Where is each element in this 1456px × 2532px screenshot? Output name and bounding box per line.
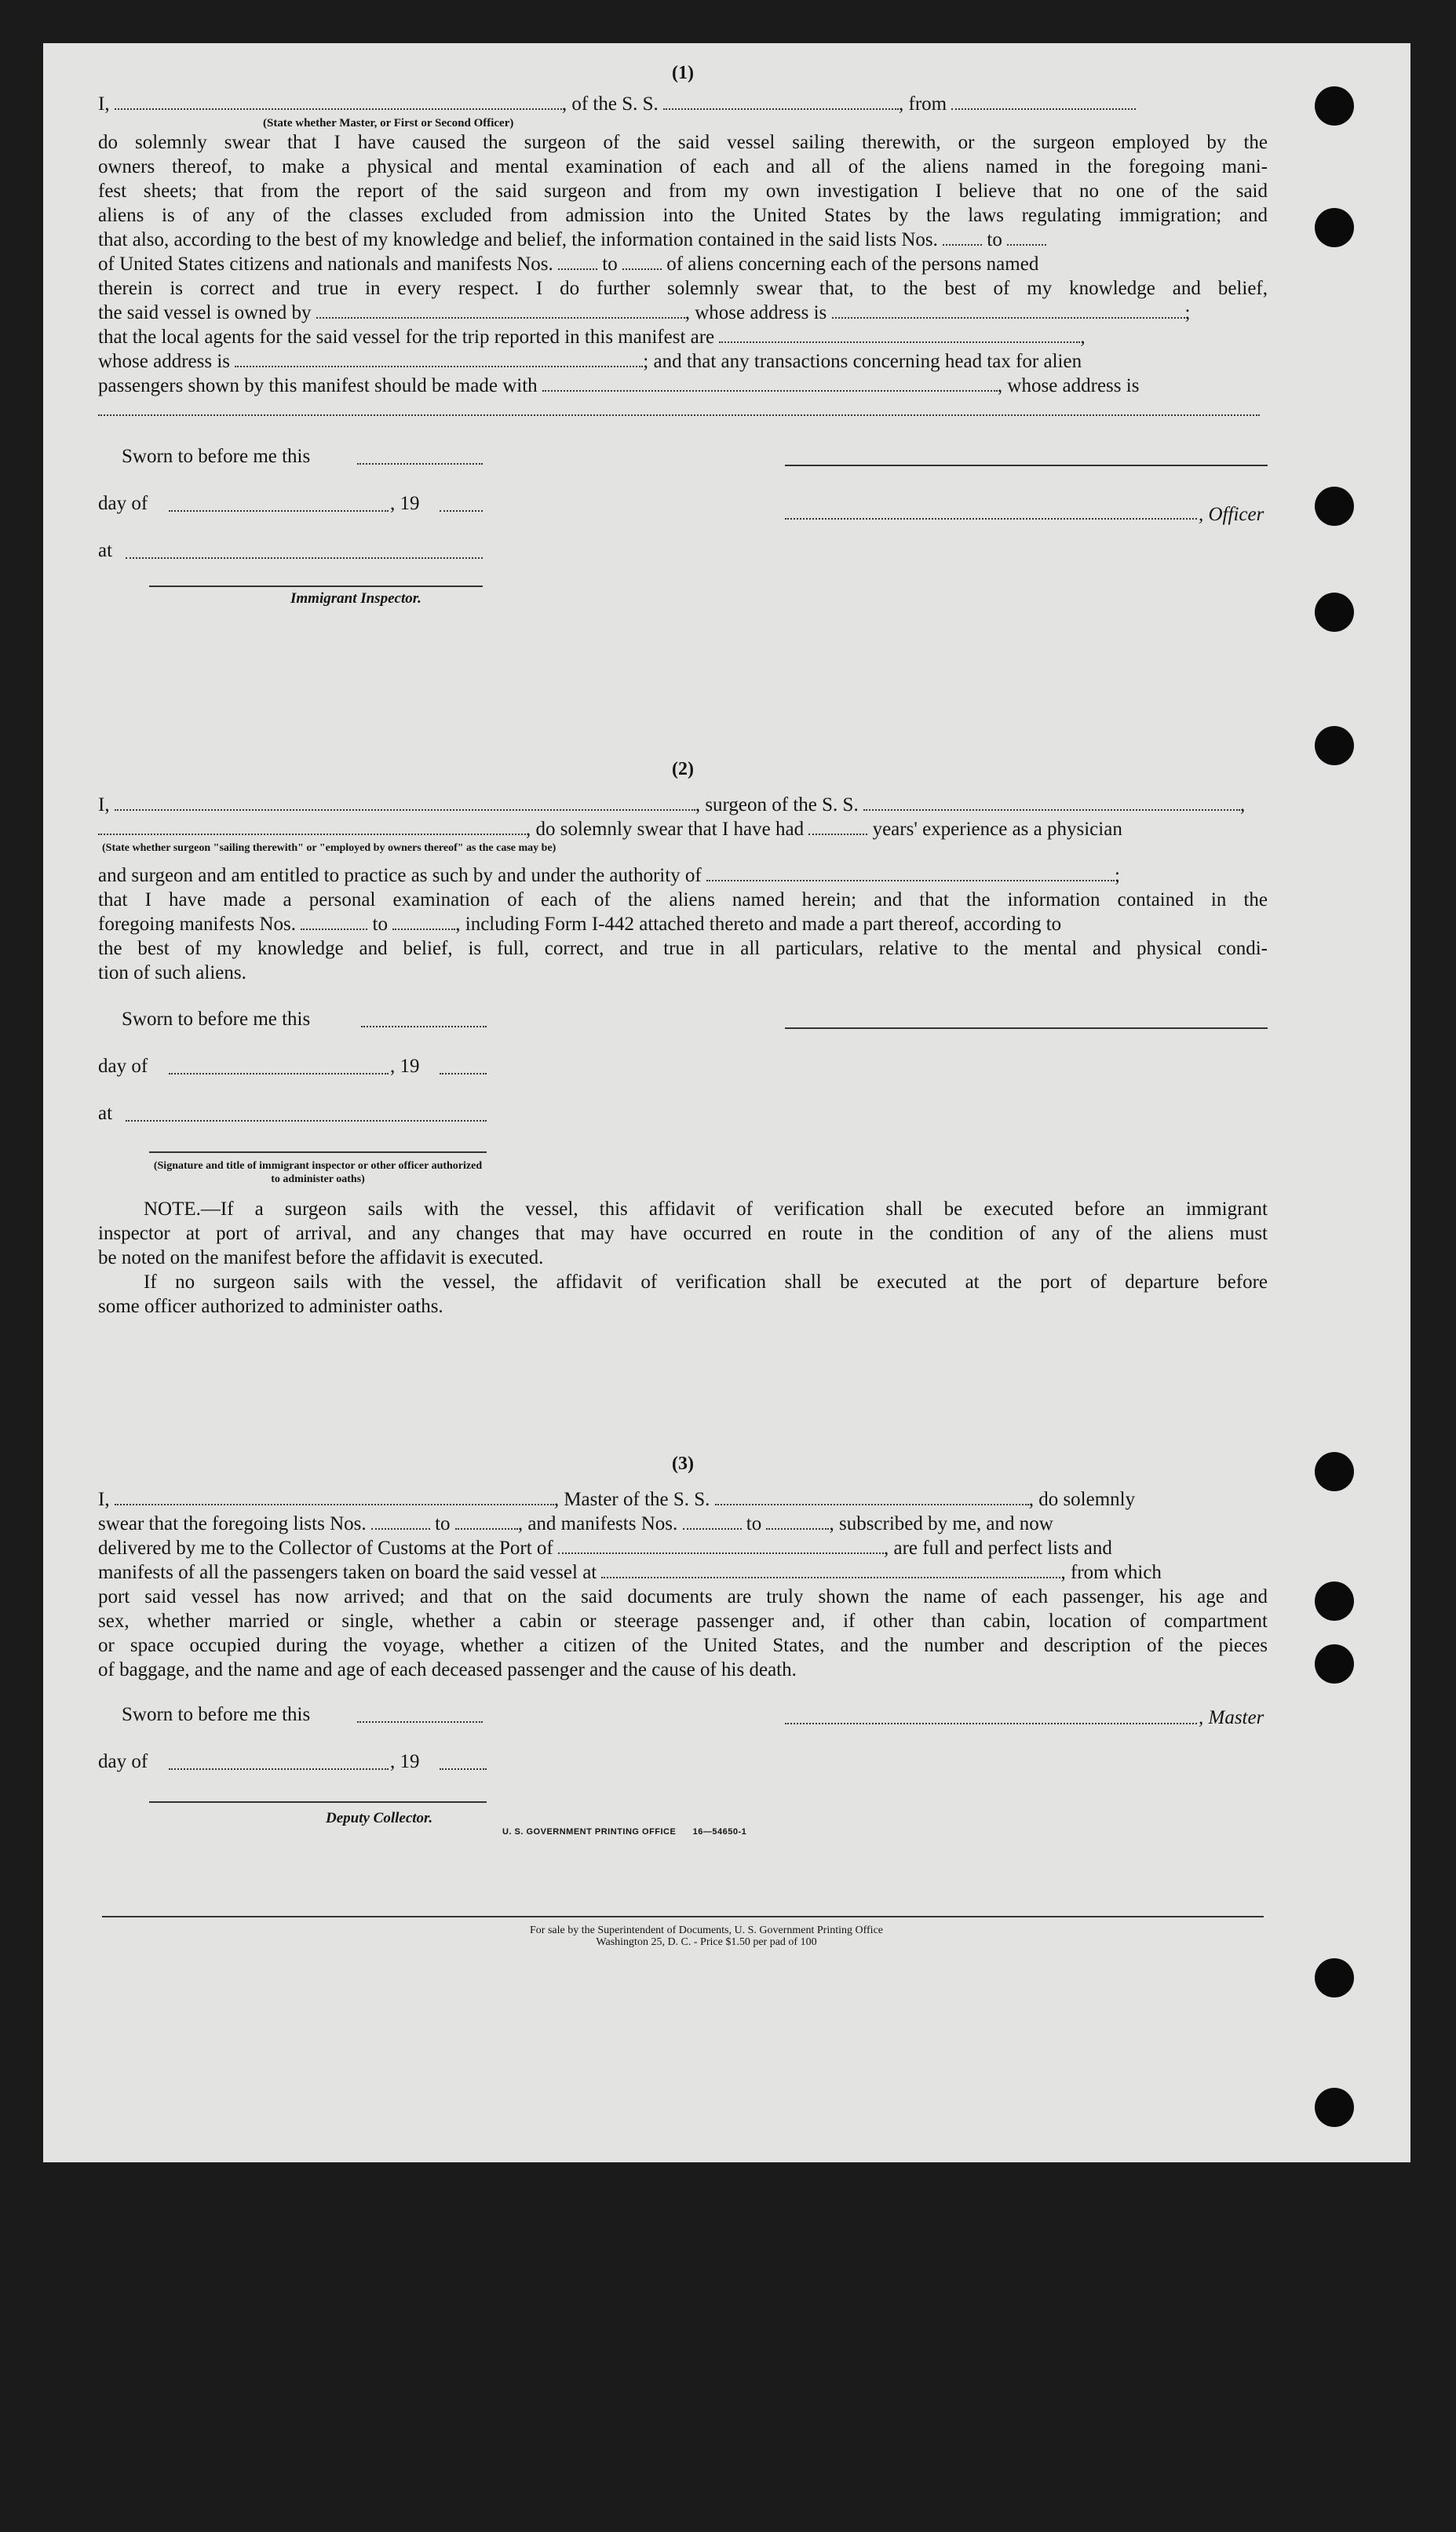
- port-line: delivered by me to the Collector of Customs at the Port of , are full and perfect lists and: [98, 1538, 1112, 1559]
- section-number: (1): [672, 63, 694, 83]
- surgeon-vessel-field[interactable]: [863, 794, 1240, 811]
- sworn-label: Sworn to before me this: [122, 1009, 311, 1030]
- surgeon-status-field[interactable]: [98, 818, 526, 835]
- day-row: [98, 1749, 1268, 1797]
- body-line: sex, whether married or single, whether a cabin or steerage passenger and, if other than cabin, location of compartment: [98, 1611, 1268, 1632]
- owner-line: the said vessel is owned by , whose address is ;: [98, 302, 1191, 323]
- surgeon-name-field[interactable]: [115, 794, 695, 811]
- note: [98, 1197, 1268, 1319]
- year-label: , 19: [390, 493, 420, 514]
- sworn-label: Sworn to before me this: [122, 446, 311, 467]
- year-field[interactable]: [440, 494, 483, 512]
- affidavit-section-1: [98, 61, 1268, 625]
- at-place-field[interactable]: [126, 1104, 487, 1122]
- from-port-field[interactable]: [951, 93, 1136, 110]
- sworn-date-field[interactable]: [357, 1706, 483, 1723]
- body-line: fest sheets; that from the report of the said surgeon and from my own investigation I believe that no one of the said: [98, 181, 1268, 202]
- body-line: owners thereof, to make a physical and mental examination of each and all of the aliens named in the foregoing mani-: [98, 156, 1268, 177]
- day-row: [98, 1054, 1268, 1101]
- master-signature-field[interactable]: [785, 1707, 1197, 1724]
- sworn-date-field[interactable]: [361, 1010, 487, 1027]
- lists-to-field[interactable]: [455, 1512, 518, 1530]
- punch-hole: [1315, 1452, 1354, 1491]
- owner-address-field[interactable]: [832, 301, 1185, 319]
- port-field[interactable]: [558, 1537, 884, 1554]
- section-number: (3): [672, 1454, 694, 1474]
- lists-from-field[interactable]: [943, 228, 982, 246]
- boarding-line: manifests of all the passengers taken on board the said vessel at , from which: [98, 1562, 1162, 1583]
- day-month-field[interactable]: [169, 1057, 389, 1074]
- day-row: [98, 491, 1268, 538]
- master-caption: (State whether Master, or First or Second Officer): [263, 117, 514, 130]
- experience-line: , do solemnly swear that I have had years' experience as a physician: [98, 817, 1268, 841]
- sworn-row: [98, 1007, 1268, 1054]
- lists-line: swear that the foregoing lists Nos. to , and manifests Nos. to , subscribed by me, and now: [98, 1513, 1053, 1534]
- day-month-field[interactable]: [169, 494, 389, 512]
- officer-label: , Officer: [1199, 504, 1264, 525]
- day-of-label: day of: [98, 1056, 148, 1077]
- punch-hole: [1315, 208, 1354, 247]
- section-number: (2): [672, 759, 694, 779]
- body-line: the best of my knowledge and belief, is full, correct, and true in all particulars, relative to the mental and physical condi-: [98, 938, 1268, 959]
- owner-field[interactable]: [316, 301, 685, 319]
- manifests-from-field[interactable]: [301, 913, 367, 930]
- punch-hole: [1315, 487, 1354, 526]
- sworn-row: [98, 1702, 1268, 1749]
- vessel-name-field[interactable]: [663, 93, 899, 110]
- body-line: therein is correct and true in every respect. I do further solemnly swear that, to the best of my knowledge and belief,: [98, 278, 1268, 299]
- master-name-field[interactable]: [115, 93, 562, 110]
- affidavit-section-3: [98, 1452, 1268, 1848]
- year-field[interactable]: [440, 1753, 487, 1770]
- at-row: [98, 538, 1268, 586]
- deputy-caption: Deputy Collector.: [326, 1810, 433, 1826]
- master-vessel-field[interactable]: [715, 1488, 1029, 1505]
- master-line: I, , Master of the S. S. , do solemnly: [98, 1489, 1136, 1510]
- agents-address-field[interactable]: [235, 350, 643, 367]
- body-line: or space occupied during the voyage, whether a citizen of the United States, and the number and description of the pieces: [98, 1635, 1268, 1656]
- sale-line: For sale by the Superintendent of Documents, U. S. Government Printing Office: [530, 1925, 883, 1936]
- note-line: be noted on the manifest before the affidavit is executed.: [98, 1247, 544, 1268]
- printing-office-line: U. S. GOVERNMENT PRINTING OFFICE 16—54650-1: [502, 1827, 747, 1837]
- sworn-date-field[interactable]: [357, 447, 483, 465]
- inspector-signature: [98, 586, 1268, 625]
- body-line: tion of such aliens.: [98, 962, 246, 983]
- agents-address-line: whose address is ; and that any transactions concerning head tax for alien: [98, 351, 1082, 372]
- master-label: , Master: [1199, 1707, 1264, 1728]
- body-line: of baggage, and the name and age of each deceased passenger and the cause of his death.: [98, 1659, 797, 1680]
- lists-from-field[interactable]: [371, 1512, 430, 1530]
- at-label: at: [98, 540, 113, 561]
- deputy-signature-line[interactable]: [149, 1801, 487, 1803]
- authority-line: and surgeon and am entitled to practice as such by and under the authority of ;: [98, 865, 1120, 886]
- punch-hole: [1315, 593, 1354, 632]
- master-name-field[interactable]: [115, 1488, 554, 1505]
- body-line: port said vessel has now arrived; and that on the said documents are truly shown the name of each passenger, his age and: [98, 1586, 1268, 1607]
- authority-field[interactable]: [706, 864, 1115, 881]
- at-place-field[interactable]: [126, 542, 483, 559]
- day-of-label: day of: [98, 493, 148, 514]
- manifests-to-field[interactable]: [392, 913, 455, 930]
- punch-hole: [1315, 726, 1354, 765]
- officer-signature-line[interactable]: [149, 1151, 487, 1153]
- citizens-line: of United States citizens and nationals and manifests Nos. to of aliens concerning each of the persons named: [98, 254, 1039, 275]
- surgeon-caption: (State whether surgeon "sailing therewith" or "employed by owners thereof" as the case may be): [102, 842, 556, 854]
- officer-signature-line[interactable]: [785, 465, 1268, 466]
- punch-hole: [1315, 86, 1354, 126]
- sworn-row: [98, 444, 1268, 491]
- agents-field[interactable]: [719, 326, 1080, 343]
- lists-nos-line: that also, according to the best of my knowledge and belief, the information contained in the said lists Nos. to: [98, 228, 1268, 252]
- footer-rule: [102, 1916, 1264, 1917]
- sale-info: [314, 1925, 1099, 1948]
- master-line: I, , of the S. S. , from: [98, 92, 1268, 116]
- boarding-port-field[interactable]: [601, 1561, 1060, 1578]
- punch-hole: [1315, 1644, 1354, 1684]
- at-label: at: [98, 1103, 113, 1124]
- surgeon-signature-line[interactable]: [785, 1027, 1268, 1029]
- head-tax-address-line: [98, 398, 1268, 422]
- inspector-signature-line[interactable]: [149, 586, 483, 587]
- punch-hole: [1315, 1582, 1354, 1621]
- at-row: [98, 1101, 1268, 1148]
- deputy-signature: [98, 1801, 1268, 1848]
- day-month-field[interactable]: [169, 1753, 389, 1770]
- day-of-label: day of: [98, 1751, 148, 1772]
- note-line: NOTE.—If a surgeon sails with the vessel, this affidavit of verification shall be executed before an immigrant: [144, 1199, 1268, 1220]
- head-tax-address-field[interactable]: [98, 399, 1260, 416]
- years-experience-field[interactable]: [808, 818, 867, 835]
- manifests-to-field[interactable]: [622, 253, 662, 270]
- body-line: do solemnly swear that I have caused the surgeon of the said vessel sailing therewith, or the surgeon employed by the: [98, 132, 1268, 153]
- manifests-line: foregoing manifests Nos. to , including Form I-442 attached thereto and made a part thereof, according to: [98, 914, 1062, 935]
- year-field[interactable]: [440, 1057, 487, 1074]
- officer-caption: (Signature and title of immigrant inspector or other officer authorized to administer oaths): [153, 1160, 483, 1185]
- inspector-caption: Immigrant Inspector.: [290, 590, 421, 607]
- officer-title-field[interactable]: [785, 502, 1197, 520]
- agents-line: that the local agents for the said vessel for the trip reported in this manifest are ,: [98, 327, 1086, 348]
- manifests-from-field[interactable]: [558, 253, 597, 270]
- sworn-label: Sworn to before me this: [122, 1704, 311, 1725]
- head-tax-line: passengers shown by this manifest should be made with , whose address is: [98, 375, 1140, 396]
- body-line: that I have made a personal examination of each of the aliens named herein; and that the information contained in the: [98, 889, 1268, 910]
- manifests-from-field[interactable]: [683, 1512, 742, 1530]
- manifests-to-field[interactable]: [766, 1512, 829, 1530]
- note-line: some officer authorized to administer oaths.: [98, 1296, 443, 1317]
- officer-signature: [98, 1148, 1268, 1197]
- sale-line: Washington 25, D. C. - Price $1.50 per pad of 100: [596, 1936, 817, 1948]
- surgeon-line: I, , surgeon of the S. S. ,: [98, 794, 1246, 815]
- year-label: , 19: [390, 1056, 420, 1077]
- year-label: , 19: [390, 1751, 420, 1772]
- note-line: If no surgeon sails with the vessel, the affidavit of verification shall be executed at the port of departure before: [144, 1271, 1268, 1293]
- lists-to-field[interactable]: [1007, 228, 1046, 246]
- punch-hole: [1315, 2088, 1354, 2127]
- affidavit-section-2: [98, 757, 1268, 1319]
- head-tax-contact-field[interactable]: [542, 374, 998, 392]
- body-line: aliens is of any of the classes excluded from admission into the United States by the laws regulating immigration; and: [98, 205, 1268, 226]
- punch-hole: [1315, 1958, 1354, 1998]
- note-line: inspector at port of arrival, and any changes that may have occurred en route in the condition of any of the aliens must: [98, 1223, 1268, 1244]
